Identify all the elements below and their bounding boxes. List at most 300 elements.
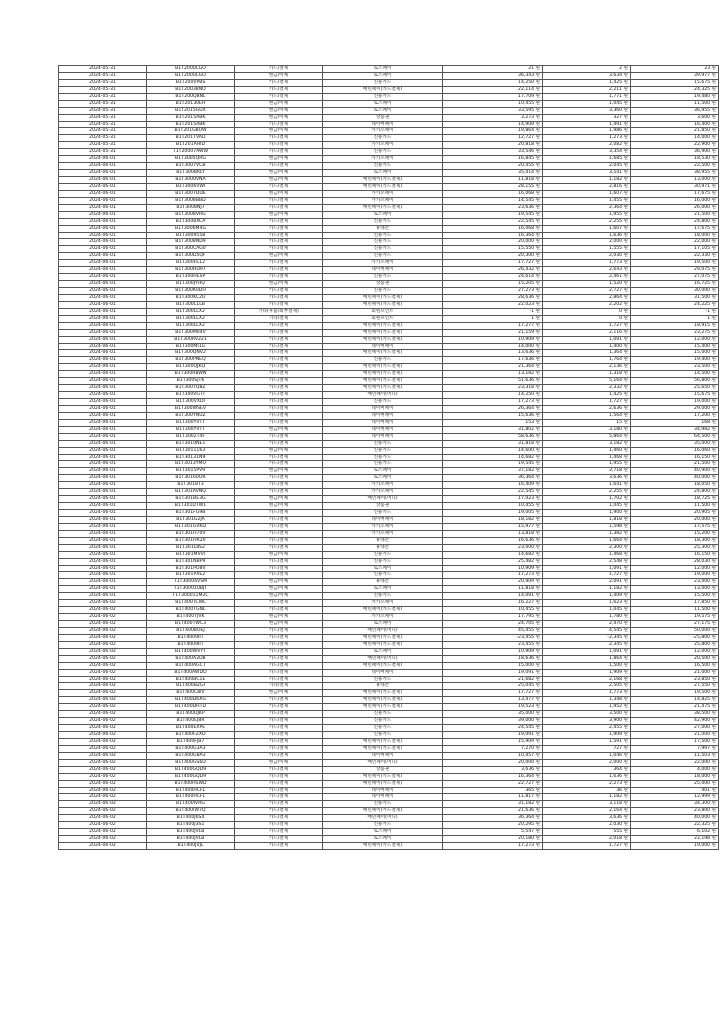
amount-cell: 10,909 원	[443, 565, 543, 572]
order-id-cell: B1T301GVKD	[147, 523, 235, 530]
total-cell: 28,030 원	[631, 558, 719, 565]
table-row	[59, 329, 719, 336]
payment-method-cell: 카드/결제	[235, 239, 323, 246]
fee-cell: 2,455 원	[543, 725, 631, 732]
payment-type-cell: 카카오페이	[323, 530, 443, 537]
total-cell: 18,530 원	[631, 156, 719, 163]
date-cell: 2024-06-01	[59, 447, 147, 454]
amount-cell: 10,455 원	[443, 503, 543, 510]
order-id-cell: B1T300YVTT	[147, 426, 235, 433]
amount-cell: 23,318 원	[443, 385, 543, 392]
table-row	[59, 489, 719, 496]
payment-method-cell: 현금/이체	[235, 614, 323, 621]
payment-type-cell: 토스페이	[323, 621, 443, 628]
order-id-cell: B1T3018T3	[147, 482, 235, 489]
fee-cell: 1,555 원	[543, 246, 631, 253]
payment-type-cell: 카카오페이	[323, 489, 443, 496]
amount-cell: 23,636 원	[443, 204, 543, 211]
date-cell: 2024-06-02	[59, 683, 147, 690]
total-cell: 18,000 원	[631, 773, 719, 780]
date-cell: 2024-06-02	[59, 780, 147, 787]
payment-method-cell: 카드/결제	[235, 260, 323, 267]
amount-cell: 14,000 원	[443, 343, 543, 350]
order-id-cell: B1T20130EH	[147, 100, 235, 107]
fee-cell: 2,816 원	[543, 183, 631, 190]
fee-cell: 1,771 원	[543, 93, 631, 100]
order-id-cell: B1T3002T4F	[147, 433, 235, 440]
table-row	[59, 204, 719, 211]
payment-type-cell: 배민페이(카드결제)	[323, 780, 443, 787]
payment-type-cell: 상품권	[323, 766, 443, 773]
payment-method-cell: 카드/결제	[235, 815, 323, 822]
payment-type-cell: 휴대폰	[323, 537, 443, 544]
total-cell: 16,150 원	[631, 454, 719, 461]
order-id-cell: B1T300RV221	[147, 336, 235, 343]
total-cell: 23 원	[631, 66, 719, 73]
amount-cell: 36,364 원	[443, 815, 543, 822]
fee-cell: 1,952 원	[543, 704, 631, 711]
date-cell: 2024-06-02	[59, 738, 147, 745]
payment-method-cell: 카드/결제	[235, 669, 323, 676]
table-row	[59, 294, 719, 301]
order-id-cell: B1T301MVVI	[147, 551, 235, 558]
table-row	[59, 156, 719, 163]
date-cell: 2024-06-01	[59, 357, 147, 364]
date-cell: 2024-06-01	[59, 537, 147, 544]
amount-cell: 20,909 원	[443, 579, 543, 586]
amount-cell: 11,818 원	[443, 586, 543, 593]
amount-cell: 37,182 원	[443, 468, 543, 475]
fee-cell: 2,164 원	[543, 808, 631, 815]
table-row	[59, 260, 719, 267]
payment-type-cell: 배민페이(카드결제)	[323, 385, 443, 392]
order-id-cell: B1T400AGCT	[147, 662, 235, 669]
table-row	[59, 301, 719, 308]
table-row	[59, 829, 719, 836]
payment-method-cell: 카드/결제	[235, 294, 323, 301]
payment-type-cell: 토스페이	[323, 836, 443, 843]
table-row	[59, 426, 719, 433]
payment-type-cell: 신용카드	[323, 718, 443, 725]
date-cell: 2024-06-02	[59, 704, 147, 711]
amount-cell: 13,818 원	[443, 530, 543, 537]
total-cell: 11,500 원	[631, 503, 719, 510]
date-cell: 2024-06-02	[59, 662, 147, 669]
table-row	[59, 621, 719, 628]
fee-cell: 2,000 원	[543, 759, 631, 766]
amount-cell: 20,455 원	[443, 163, 543, 170]
fee-cell: 3,900 원	[543, 718, 631, 725]
payment-type-cell: 배민페이(카드결제)	[323, 350, 443, 357]
total-cell: 22,900 원	[631, 142, 719, 149]
fee-cell: 1,425 원	[543, 392, 631, 399]
amount-cell: 10,455 원	[443, 100, 543, 107]
amount-cell: 17,727 원	[443, 690, 543, 697]
amount-cell: 17,709 원	[443, 93, 543, 100]
total-cell: 18,915 원	[631, 322, 719, 329]
fee-cell: 1,764 원	[543, 357, 631, 364]
date-cell: 2024-06-02	[59, 697, 147, 704]
order-id-cell: B1T3010NE1	[147, 440, 235, 447]
order-id-cell: B1T2015ABK	[147, 121, 235, 128]
date-cell: 2024-06-01	[59, 177, 147, 184]
amount-cell: 10,909 원	[443, 648, 543, 655]
payment-type-cell: 배민페이(카드결제)	[323, 294, 443, 301]
fee-cell: 3,180 원	[543, 426, 631, 433]
order-id-cell: B1T400GQD9	[147, 773, 235, 780]
total-cell: 38,500 원	[631, 711, 719, 718]
payment-method-cell: 카드/결제	[235, 523, 323, 530]
payment-method-cell: 카드/결제	[235, 440, 323, 447]
table-row	[59, 662, 719, 669]
fee-cell: 1,636 원	[543, 232, 631, 239]
total-cell: 401 원	[631, 787, 719, 794]
fee-cell: 2 원	[543, 66, 631, 73]
table-row	[59, 79, 719, 86]
payment-type-cell: 토스페이	[323, 66, 443, 73]
total-cell: 19,000 원	[631, 572, 719, 579]
date-cell: 2024-06-01	[59, 419, 147, 426]
amount-cell: 17,636 원	[443, 357, 543, 364]
total-cell: 27,175 원	[631, 621, 719, 628]
order-id-cell: B1T300YNUZ	[147, 412, 235, 419]
fee-cell: 2,136 원	[543, 364, 631, 371]
amount-cell: 23,000 원	[443, 544, 543, 551]
fee-cell: 1,091 원	[543, 336, 631, 343]
total-cell: 29,075 원	[631, 267, 719, 274]
payment-method-cell: 카드/결제	[235, 711, 323, 718]
order-id-cell: B1T400TCWL	[147, 600, 235, 607]
order-id-cell: B1T400IW7Q	[147, 808, 235, 815]
table-row	[59, 135, 719, 142]
amount-cell: 16,068 원	[443, 190, 543, 197]
total-cell: 19,500 원	[631, 260, 719, 267]
payment-method-cell: 카드/결제	[235, 544, 323, 551]
total-cell: 15,675 원	[631, 392, 719, 399]
payment-method-cell: 기타/결제	[235, 683, 323, 690]
fee-cell: 1,045 원	[543, 503, 631, 510]
date-cell: 2024-06-01	[59, 489, 147, 496]
total-cell: 30,000 원	[631, 288, 719, 295]
order-id-cell: B1T200ULGO	[147, 66, 235, 73]
table-row	[59, 801, 719, 808]
amount-cell: 28,636 원	[443, 294, 543, 301]
total-cell: 21,475 원	[631, 704, 719, 711]
payment-type-cell: 신용카드	[323, 93, 443, 100]
payment-method-cell: 카드/결제	[235, 718, 323, 725]
payment-type-cell: 신용카드	[323, 239, 443, 246]
date-cell: 2024-06-02	[59, 794, 147, 801]
date-cell: 2024-06-01	[59, 197, 147, 204]
total-cell: 22,198 원	[631, 836, 719, 843]
amount-cell: 14,091 원	[443, 593, 543, 600]
payment-method-cell: 카드/결제	[235, 267, 323, 274]
order-id-cell: B1T2015ABK	[147, 114, 235, 121]
table-row	[59, 475, 719, 482]
order-id-cell: B1T400J3S1	[147, 822, 235, 829]
table-row	[59, 738, 719, 745]
payment-type-cell: 신용카드	[323, 510, 443, 517]
payment-type-cell: 배민페이(카드결제)	[323, 745, 443, 752]
payment-type-cell: 신용카드	[323, 558, 443, 565]
fee-cell: 36 원	[543, 787, 631, 794]
payment-type-cell: 네이버페이	[323, 121, 443, 128]
table-row	[59, 655, 719, 662]
payment-method-cell: 현금/이체	[235, 211, 323, 218]
total-cell: 17,200 원	[631, 412, 719, 419]
fee-cell: 2,168 원	[543, 676, 631, 683]
fee-cell: 1,400 원	[543, 343, 631, 350]
order-id-cell: B1T400AWDO	[147, 669, 235, 676]
amount-cell: 15,977 원	[443, 523, 543, 530]
table-row	[59, 190, 719, 197]
total-cell: 36,900 원	[631, 149, 719, 156]
table-row	[59, 66, 719, 73]
total-cell: 27,550 원	[631, 683, 719, 690]
order-id-cell: B1T300TQ8Z	[147, 385, 235, 392]
order-id-cell: B1T3000VNA	[147, 177, 235, 184]
fee-cell: 3,636 원	[543, 815, 631, 822]
payment-type-cell: 배민페이(카드결제)	[323, 697, 443, 704]
fee-cell: 3,634 원	[543, 72, 631, 79]
date-cell: 2024-06-02	[59, 607, 147, 614]
table-row	[59, 787, 719, 794]
amount-cell: 18,182 원	[443, 516, 543, 523]
total-cell: 6,102 원	[631, 829, 719, 836]
amount-cell: 14,545 원	[443, 197, 543, 204]
fee-cell: 1,727 원	[543, 843, 631, 850]
table-row	[59, 711, 719, 718]
amount-cell: 26,432 원	[443, 267, 543, 274]
order-id-cell: B1T30131N9	[147, 454, 235, 461]
total-cell: 4,000 원	[631, 766, 719, 773]
payment-method-cell: 카드/결제	[235, 322, 323, 329]
total-cell: 24,800 원	[631, 218, 719, 225]
payment-method-cell: 카드/결제	[235, 288, 323, 295]
table-row	[59, 128, 719, 135]
order-id-cell: B1T400HCFL	[147, 794, 235, 801]
total-cell: 19,500 원	[631, 690, 719, 697]
fee-cell: 1,909 원	[543, 732, 631, 739]
amount-cell: 19,864 원	[443, 128, 543, 135]
payment-type-cell: 휴대폰	[323, 683, 443, 690]
amount-cell: 13,477 원	[443, 697, 543, 704]
date-cell: 2024-06-01	[59, 468, 147, 475]
amount-cell: 13,636 원	[443, 350, 543, 357]
order-id-cell: B1T400HCFL	[147, 787, 235, 794]
payment-method-cell: 현금/이체	[235, 759, 323, 766]
amount-cell: 15,909 원	[443, 738, 543, 745]
payment-method-cell: 카드/결제	[235, 530, 323, 537]
payment-type-cell: 신용카드	[323, 725, 443, 732]
payment-method-cell: 카드/결제	[235, 454, 323, 461]
amount-cell: 19,545 원	[443, 211, 543, 218]
date-cell: 2024-06-01	[59, 274, 147, 281]
amount-cell: 22,023 원	[443, 301, 543, 308]
fee-cell: 1,702 원	[543, 496, 631, 503]
order-id-cell: B1T3009558	[147, 232, 235, 239]
payment-type-cell: 신용카드	[323, 288, 443, 295]
amount-cell: 3,636 원	[443, 766, 543, 773]
order-id-cell: B1T400TJVK	[147, 614, 235, 621]
table-row	[59, 752, 719, 759]
payment-type-cell: 토스페이	[323, 586, 443, 593]
amount-cell: 15,636 원	[443, 412, 543, 419]
order-id-cell: B1T400JVLB	[147, 836, 235, 843]
fee-cell: 1,045 원	[543, 100, 631, 107]
amount-cell: 20,818 원	[443, 142, 543, 149]
payment-type-cell: 신용카드	[323, 253, 443, 260]
table-row	[59, 281, 719, 288]
total-cell: 12,999 원	[631, 794, 719, 801]
payment-method-cell: 카드/결제	[235, 232, 323, 239]
amount-cell: 11,818 원	[443, 177, 543, 184]
fee-cell: 1,909 원	[543, 669, 631, 676]
total-cell: 12,000 원	[631, 565, 719, 572]
table-row	[59, 593, 719, 600]
amount-cell: 21,682 원	[443, 676, 543, 683]
table-row	[59, 447, 719, 454]
date-cell: 2024-06-01	[59, 523, 147, 530]
date-cell: 2024-06-02	[59, 787, 147, 794]
fee-cell: 1,591 원	[543, 738, 631, 745]
date-cell: 2024-06-02	[59, 676, 147, 683]
order-id-cell: B1T201AHID	[147, 142, 235, 149]
date-cell: 2024-06-01	[59, 288, 147, 295]
payment-type-cell: 카카오페이	[323, 156, 443, 163]
table-row	[59, 697, 719, 704]
amount-cell: 31,818 원	[443, 440, 543, 447]
payment-type-cell: 배민페이(카드결제)	[323, 773, 443, 780]
payment-method-cell: 카드/결제	[235, 489, 323, 496]
total-cell: 36,955 원	[631, 107, 719, 114]
table-row	[59, 114, 719, 121]
payment-type-cell: 카카오페이	[323, 190, 443, 197]
table-row	[59, 551, 719, 558]
payment-method-cell: 카드/결제	[235, 461, 323, 468]
total-cell: 16,060 원	[631, 447, 719, 454]
fee-cell: 1,727 원	[543, 322, 631, 329]
total-cell: 18,725 원	[631, 496, 719, 503]
order-id-cell: B1T200Q8NL	[147, 93, 235, 100]
table-row	[59, 107, 719, 114]
total-cell: 3,600 원	[631, 114, 719, 121]
total-cell: 18,000 원	[631, 232, 719, 239]
date-cell: 2024-06-01	[59, 239, 147, 246]
table-row	[59, 72, 719, 79]
total-cell: 17,575 원	[631, 523, 719, 530]
total-cell: 18,050 원	[631, 482, 719, 489]
payment-type-cell: 신용카드	[323, 232, 443, 239]
amount-cell: 24,545 원	[443, 725, 543, 732]
fee-cell: 1,500 원	[543, 662, 631, 669]
total-cell: 22,000 원	[631, 239, 719, 246]
table-row	[59, 579, 719, 586]
date-cell: 2024-06-02	[59, 752, 147, 759]
table-row	[59, 274, 719, 281]
table-row	[59, 197, 719, 204]
amount-cell: 17,727 원	[443, 260, 543, 267]
payment-type-cell: 배민페이(카드결제)	[323, 378, 443, 385]
date-cell: 2024-05-31	[59, 121, 147, 128]
amount-cell: 1 원	[443, 315, 543, 322]
table-row	[59, 405, 719, 412]
table-row	[59, 170, 719, 177]
payment-type-cell: 토스페이	[323, 829, 443, 836]
date-cell: 2024-06-01	[59, 350, 147, 357]
order-id-cell: B1T301NBP9	[147, 558, 235, 565]
order-id-cell: B1T3008RLY	[147, 170, 235, 177]
order-id-cell: B1T301DTW1	[147, 503, 235, 510]
amount-cell: 22,727 원	[443, 780, 543, 787]
payment-type-cell: 신용카드	[323, 732, 443, 739]
payment-type-cell: 토스페이	[323, 648, 443, 655]
table-row	[59, 336, 719, 343]
payment-type-cell: 네이버페이	[323, 267, 443, 274]
payment-method-cell: 카드/결제	[235, 634, 323, 641]
fee-cell: 1,780 원	[543, 614, 631, 621]
order-id-cell: B1T3006VWI	[147, 183, 235, 190]
date-cell: 2024-06-01	[59, 246, 147, 253]
fee-cell: 1,491 원	[543, 121, 631, 128]
order-id-cell: B1T300HESP	[147, 274, 235, 281]
amount-cell: 31,802 원	[443, 426, 543, 433]
table-row	[59, 322, 719, 329]
payment-type-cell: 토스페이	[323, 468, 443, 475]
date-cell: 2024-06-01	[59, 530, 147, 537]
table-row	[59, 641, 719, 648]
order-id-cell: B1T200VPBS	[147, 79, 235, 86]
table-row	[59, 794, 719, 801]
total-cell: 21,000 원	[631, 669, 719, 676]
date-cell: 2024-06-01	[59, 260, 147, 267]
date-cell: 2024-06-01	[59, 551, 147, 558]
amount-cell: 33,595 원	[443, 107, 543, 114]
amount-cell: 21,636 원	[443, 808, 543, 815]
table-row	[59, 503, 719, 510]
order-id-cell: B1T400EXPE	[147, 725, 235, 732]
date-cell: 2024-06-02	[59, 641, 147, 648]
order-id-cell: T1T300011M2C	[147, 593, 235, 600]
order-id-cell: B1T301PXE2	[147, 572, 235, 579]
total-cell: 12,000 원	[631, 336, 719, 343]
fee-cell: 1,664 원	[543, 537, 631, 544]
amount-cell: 21 원	[443, 66, 543, 73]
total-cell: 13,000 원	[631, 177, 719, 184]
payment-method-cell: 카드/결제	[235, 648, 323, 655]
amount-cell: 36,364 원	[443, 475, 543, 482]
total-cell: 11,503 원	[631, 752, 719, 759]
date-cell: 2024-06-01	[59, 433, 147, 440]
payment-type-cell: 카카오페이	[323, 614, 443, 621]
payment-method-cell: 카드/결제	[235, 801, 323, 808]
payment-type-cell: 토스페이	[323, 100, 443, 107]
payment-type-cell: 카카오페이	[323, 600, 443, 607]
order-id-cell: B1T301FG9B	[147, 510, 235, 517]
amount-cell: 16,636 원	[443, 537, 543, 544]
payment-type-cell: 배민페이(카드결제)	[323, 177, 443, 184]
table-row	[59, 836, 719, 843]
payment-method-cell: 카드/결제	[235, 419, 323, 426]
fee-cell: 2,255 원	[543, 489, 631, 496]
fee-cell: 1,607 원	[543, 190, 631, 197]
payment-method-cell: 카드/결제	[235, 183, 323, 190]
total-cell: -25,800 원	[631, 634, 719, 641]
payment-method-cell: 카드/결제	[235, 697, 323, 704]
total-cell: 16,400 원	[631, 121, 719, 128]
total-cell: 29,000 원	[631, 405, 719, 412]
fee-cell: 5,864 원	[543, 433, 631, 440]
